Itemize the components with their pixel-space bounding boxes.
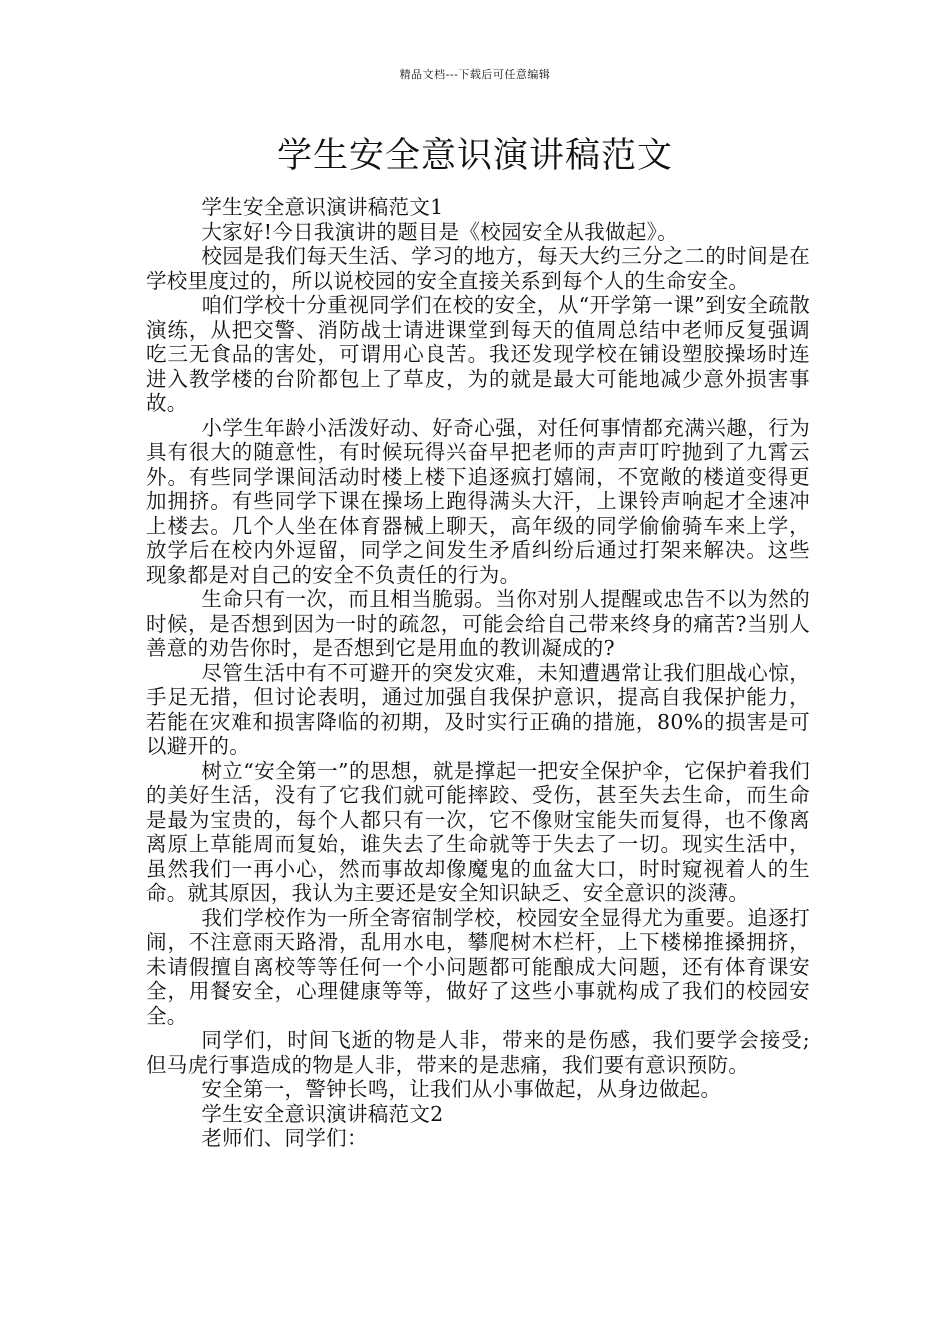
- paragraph: 学生安全意识演讲稿范文1: [201, 195, 444, 219]
- paragraph: 生命只有一次，而且相当脆弱。当你对别人提醒或忠告不以为然的时候，是否想到因为一时的疏忽，可能会给自己带来终身的痛苦?当别人善意的劝告你时，是否想到它是用血的教训凝成的?: [146, 587, 810, 660]
- paragraph: 尽管生活中有不可避开的突发灾难，未知遭遇常让我们胆战心惊，手足无措，但讨论表明，通过加强自我保护意识，提高自我保护能力，若能在灾难和损害降临的初期，及时实行正确的措施，80%的损害是可以避开的。: [146, 660, 810, 758]
- document-body: [146, 195, 810, 1151]
- paragraph: 学生安全意识演讲稿范文2: [201, 1101, 444, 1126]
- paragraph: 安全第一，警钟长鸣，让我们从小事做起，从身边做起。: [201, 1077, 722, 1101]
- paragraph: 咱们学校十分重视同学们在校的安全，从“开学第一课”到安全疏散演练，从把交警、消防战士请进课堂到每天的值周总结中老师反复强调吃三无食品的害处，可谓用心良苦。我还发现学校在铺设塑胶操场时连进入教学楼的台阶都包上了草皮，为的就是最大可能地减少意外损害事故。: [146, 293, 810, 415]
- paragraph: 我们学校作为一所全寄宿制学校，校园安全显得尤为重要。追逐打闹，不注意雨天路滑，乱用水电，攀爬树木栏杆，上下楼梯推搡拥挤，未请假擅自离校等等任何一个小问题都可能酿成大问题，还有体育课安全，用餐安全，心理健康等等，做好了这些小事就构成了我们的校园安全。: [146, 905, 810, 1028]
- header-note: 精品文档---下载后可任意编辑: [399, 68, 551, 81]
- paragraph: 小学生年龄小活泼好动、好奇心强，对任何事情都充满兴趣，行为具有很大的随意性，有时候玩得兴奋早把老师的声声叮咛抛到了九霄云外。有些同学课间活动时楼上楼下追逐疯打嬉闹，不宽敞的楼道变得更加拥挤。有些同学下课在操场上跑得满头大汗，上课铃声响起才全速冲上楼去。几个人坐在体育器械上聊天，高年级的同学偷偷骑车来上学，放学后在校内外逗留，同学之间发生矛盾纠纷后通过打架来解决。这些现象都是对自己的安全不负责任的行为。: [146, 415, 810, 587]
- paragraph: 大家好!今日我演讲的题目是《校园安全从我做起》。: [201, 219, 679, 244]
- paragraph: 老师们、同学们：: [201, 1126, 368, 1150]
- paragraph: 树立“安全第一”的思想，就是撑起一把安全保护伞，它保护着我们的美好生活，没有了它我们就可能摔跤、受伤，甚至失去生命，而生命是最为宝贵的，每个人都只有一次，它不像财宝能失而复得，也不像离离原上草能周而复始，谁失去了生命就等于失去了一切。现实生活中，虽然我们一再小心，然而事故却像魔鬼的血盆大口，时时窥视着人的生命。就其原因，我认为主要还是安全知识缺乏、安全意识的淡薄。: [146, 758, 810, 905]
- paragraph: 同学们，时间飞逝的物是人非，带来的是伤感，我们要学会接受;但马虎行事造成的物是人非，带来的是悲痛，我们要有意识预防。: [146, 1028, 810, 1077]
- paragraph: 校园是我们每天生活、学习的地方，每天大约三分之二的时间是在学校里度过的，所以说校园的安全直接关系到每个人的生命安全。: [146, 244, 810, 293]
- document-title: 学生安全意识演讲稿范文: [276, 136, 673, 176]
